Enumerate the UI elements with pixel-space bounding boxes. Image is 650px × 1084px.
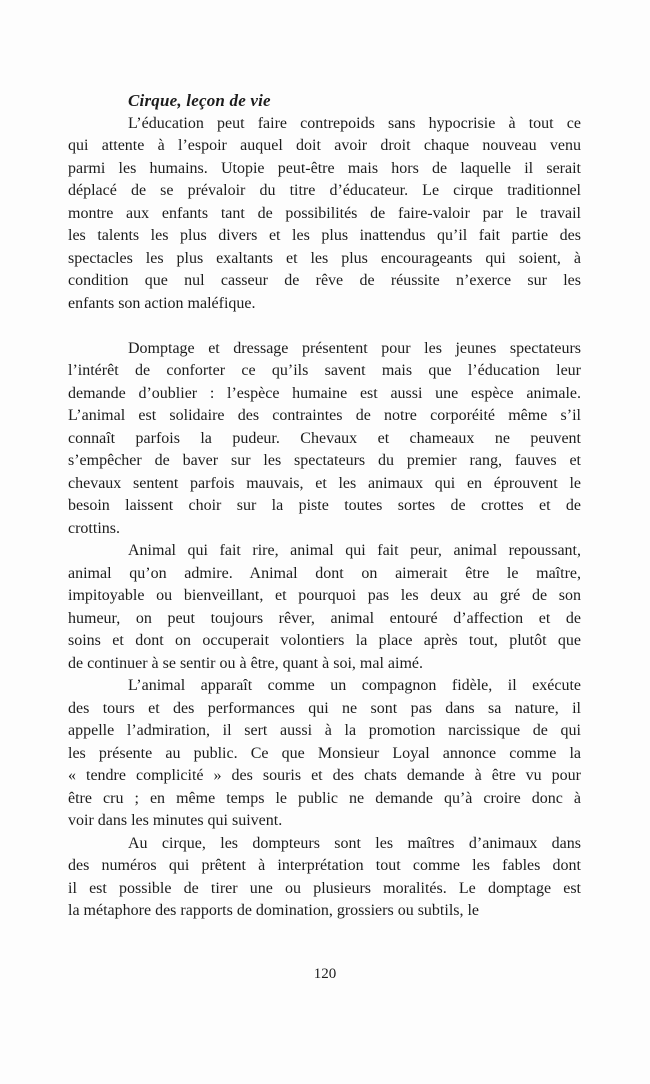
text-line: L’animal apparaît comme un compagnon fidèle, il exécute: [128, 677, 581, 694]
text-line: besoin laissent choir sur la piste toutes sortes de crottes et de: [68, 497, 581, 514]
text-line: spectacles les plus exaltants et les plus encourageants qui soient, à: [68, 249, 581, 267]
text-line: soins et dont on occuperait volontiers la place après tout, plutôt que: [68, 632, 581, 649]
text-line: Animal qui fait rire, animal qui fait peur, animal repoussant,: [128, 542, 581, 559]
text-line: qui attente à l’espoir auquel doit avoir droit chaque nouveau venu: [68, 137, 581, 154]
text-line: enfants son action maléfique.: [68, 294, 256, 312]
text-line: « tendre complicité » des souris et des chats demande à être vu pour: [68, 767, 581, 784]
text-line: la métaphore des rapports de domination, grossiers ou subtils, le: [68, 902, 480, 919]
text-line: des tours et des performances qui ne sont pas dans sa nature, il: [68, 699, 581, 717]
text-line: parmi les humains. Utopie peut-être mais hors de laquelle il serait: [68, 159, 581, 177]
text-line: connaît parfois la pudeur. Chevaux et chameaux ne peuvent: [68, 429, 581, 447]
section-title: Cirque, leçon de vie: [128, 91, 271, 110]
paragraph: [68, 113, 581, 316]
text-line: montre aux enfants tant de possibilités de faire-valoir par le travail: [68, 204, 581, 222]
text-line: les talents les plus divers et les plus inattendus qu’il fait partie des: [68, 227, 581, 244]
text-line: animal qu’on admire. Animal dont on aimerait être le maître,: [68, 564, 581, 582]
text-line: l’intérêt de conforter ce qu’ils savent mais que l’éducation leur: [68, 362, 581, 379]
paragraphs-container: [68, 113, 581, 923]
text-line: déplacé de se prévaloir du titre d’éducateur. Le cirque traditionnel: [68, 182, 581, 199]
text-line: les présente au public. Ce que Monsieur Loyal annonce comme la: [68, 744, 581, 762]
text-line: humeur, on peut toujours rêver, animal entouré d’affection et de: [68, 609, 581, 627]
text-line: des numéros qui prêtent à interprétation tout comme les fables dont: [68, 857, 581, 874]
paragraph: [68, 833, 581, 923]
text-block: [68, 90, 581, 923]
text-line: Au cirque, les dompteurs sont les maîtres d’animaux dans: [128, 834, 581, 852]
text-line: de continuer à se sentir ou à être, quant à soi, mal aimé.: [68, 654, 423, 672]
text-line: L’éducation peut faire contrepoids sans hypocrisie à tout ce: [128, 114, 581, 132]
paragraph: [68, 540, 581, 675]
text-line: impitoyable ou bienveillant, et pourquoi pas les deux au gré de son: [68, 587, 581, 604]
text-line: appelle l’admiration, il sert aussi à la promotion narcissique de qui: [68, 722, 581, 739]
text-line: il est possible de tirer une ou plusieurs moralités. Le domptage est: [68, 879, 581, 897]
text-line: s’empêcher de baver sur les spectateurs du premier rang, fauves et: [68, 452, 581, 469]
text-line: chevaux sentent parfois mauvais, et les animaux qui en éprouvent le: [68, 474, 581, 492]
text-line: demande d’oublier : l’espèce humaine est aussi une espèce animale.: [68, 384, 581, 402]
paragraph: [68, 675, 581, 833]
text-line: Domptage et dressage présentent pour les jeunes spectateurs: [128, 339, 581, 357]
text-line: condition que nul casseur de rêve de réussite n’exerce sur les: [68, 272, 581, 289]
text-line: voir dans les minutes qui suivent.: [68, 812, 283, 829]
text-line: L’animal est solidaire des contraintes de notre corporéité même s’il: [68, 407, 581, 424]
paragraph: [68, 338, 581, 541]
text-line: être cru ; en même temps le public ne demande qu’à croire donc à: [68, 789, 581, 807]
page-number: 120: [313, 966, 337, 982]
text-line: crottins.: [68, 519, 120, 537]
